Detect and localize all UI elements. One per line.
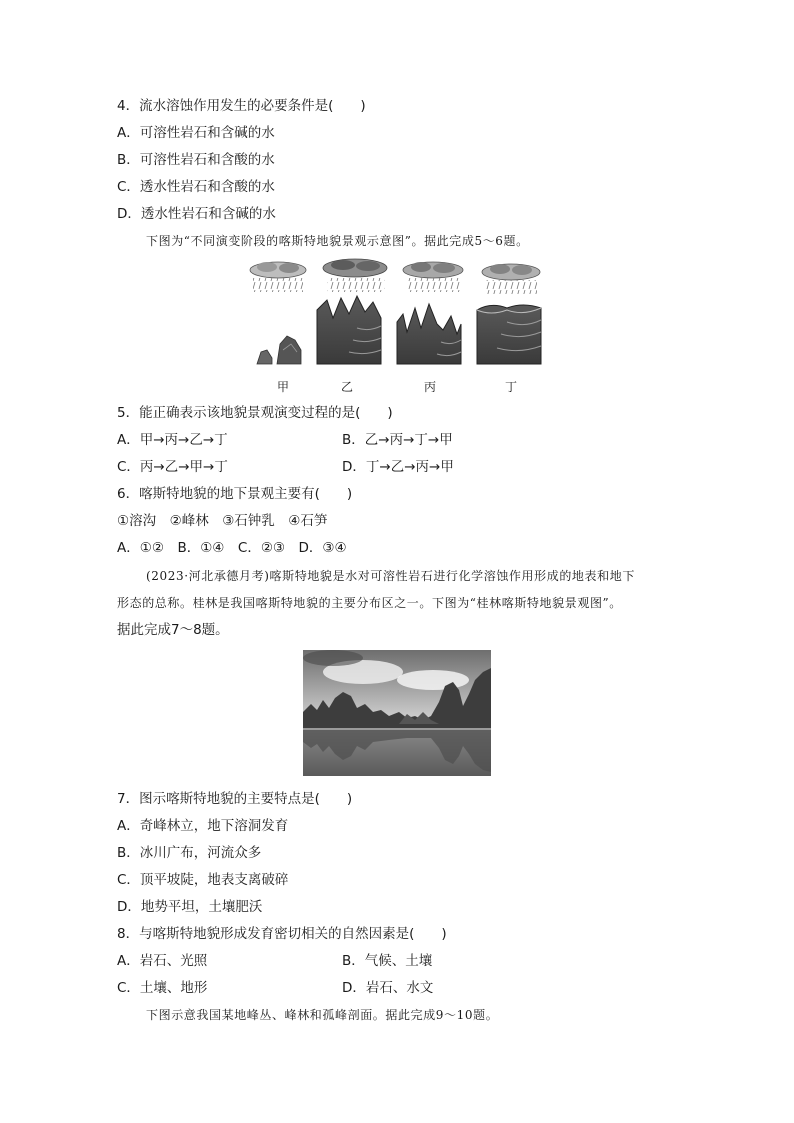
q4-stem: 4．流水溶蚀作用发生的必要条件是( )	[117, 98, 366, 114]
q7-option-d: D．地势平坦，土壤肥沃	[117, 899, 263, 915]
q7-option-a: A．奇峰林立，地下溶洞发育	[117, 818, 289, 834]
q4-option-b: B．可溶性岩石和含酸的水	[117, 152, 275, 168]
q4-option-d: D．透水性岩石和含碱的水	[117, 206, 276, 222]
label-jia: 甲	[277, 380, 290, 394]
label-bing: 丙	[424, 380, 437, 394]
q7-option-c: C．顶平坡陡，地表支离破碎	[117, 872, 289, 888]
guilin-karst-photo	[303, 650, 491, 776]
q5-option-b: B．乙→丙→丁→甲	[342, 432, 453, 448]
cloud-icon	[482, 264, 540, 294]
q7-stem: 7．图示喀斯特地貌的主要特点是( )	[117, 791, 353, 807]
q8-option-a: A．岩石、光照	[117, 953, 208, 969]
q5-stem: 5．能正确表示该地貌景观演变过程的是( )	[117, 405, 393, 421]
q8-stem: 8．与喀斯特地貌形成发育密切相关的自然因素是( )	[117, 926, 447, 942]
q6-options: A．①② B．①④ C．②③ D．③④	[117, 540, 347, 556]
q4-option-a: A．可溶性岩石和含碱的水	[117, 125, 275, 141]
q8-option-d: D．岩石、水文	[342, 980, 434, 996]
cloud-icon	[323, 259, 387, 292]
intro-9-10: 下图示意我国某地峰丛、峰林和孤峰剖面。据此完成9～10题。	[146, 1008, 499, 1022]
cloud-icon	[403, 262, 463, 292]
q8-option-b: B．气候、土壤	[342, 953, 433, 969]
intro-7-8-line1: (2023·河北承德月考)喀斯特地貌是水对可溶性岩石进行化学溶蚀作用形成的地表和地下	[146, 569, 635, 583]
q5-option-c: C．丙→乙→甲→丁	[117, 459, 228, 475]
q6-items: ①溶沟 ②峰林 ③石钟乳 ④石笋	[117, 513, 328, 529]
label-ding: 丁	[505, 380, 518, 394]
q7-option-b: B．冰川广布，河流众多	[117, 845, 262, 861]
q4-option-c: C．透水性岩石和含酸的水	[117, 179, 275, 195]
q5-option-a: A．甲→丙→乙→丁	[117, 432, 228, 448]
cloud-icon	[250, 262, 306, 292]
q6-stem: 6．喀斯特地貌的地下景观主要有( )	[117, 486, 353, 502]
label-yi: 乙	[341, 380, 354, 394]
karst-evolution-figure	[245, 258, 555, 398]
stage-ding-block	[477, 305, 541, 364]
stage-jia-rocks	[257, 336, 301, 364]
intro-7-8-line2: 形态的总称。桂林是我国喀斯特地貌的主要分布区之一。下图为“桂林喀斯特地貌景观图”。	[117, 596, 622, 610]
q8-option-c: C．土壤、地形	[117, 980, 208, 996]
stage-bing-block	[397, 304, 461, 364]
intro-7-8-line3: 据此完成7～8题。	[117, 622, 229, 638]
stage-yi-block	[317, 296, 381, 364]
q5-option-d: D．丁→乙→丙→甲	[342, 459, 454, 475]
intro-5-6: 下图为“不同演变阶段的喀斯特地貌景观示意图”。据此完成5～6题。	[146, 234, 529, 248]
